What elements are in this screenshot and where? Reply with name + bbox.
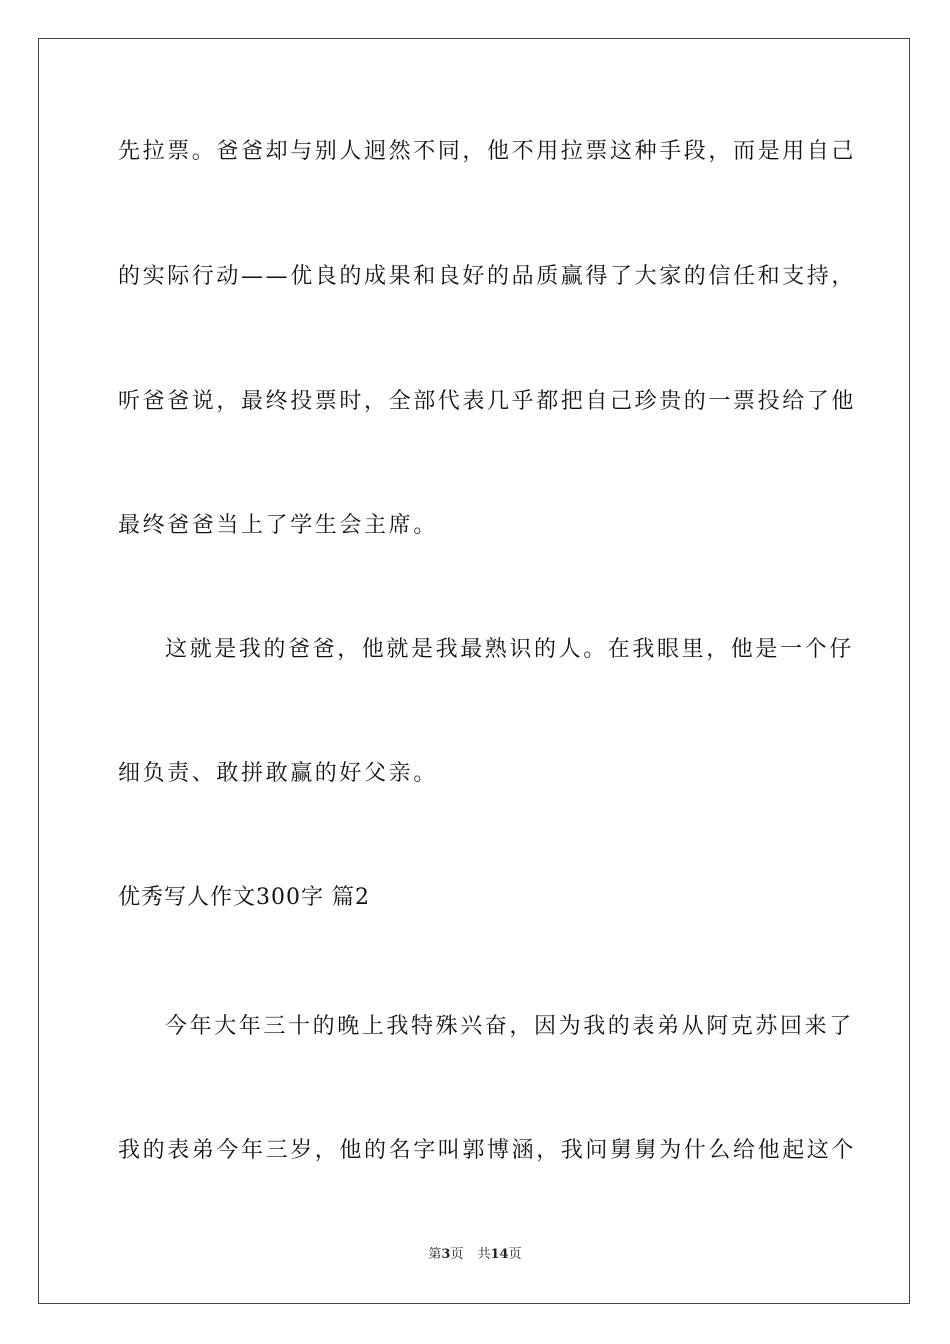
footer-page-suffix: 页 — [450, 1247, 464, 1262]
text-line-4: 最终爸爸当上了学生会主席。 — [118, 513, 438, 538]
footer-total-pages: 14 — [490, 1247, 509, 1262]
text-line-1: 先拉票。爸爸却与别人迥然不同，他不用拉票这种手段，而是用自己 — [118, 139, 857, 164]
text-line-2: 的实际行动——优良的成果和良好的品质赢得了大家的信任和支持， — [118, 264, 857, 289]
text-line-3: 听爸爸说，最终投票时，全部代表几乎都把自己珍贵的一票投给了他 — [118, 389, 857, 414]
text-line-6: 细负责、敢拼敢赢的好父亲。 — [118, 761, 438, 786]
footer-page-number: 3 — [441, 1247, 451, 1262]
text-line-9: 我的表弟今年三岁，他的名字叫郭博涵，我问舅舅为什么给他起这个 — [118, 1138, 857, 1163]
footer-total-suffix: 页 — [508, 1247, 522, 1262]
page-frame — [38, 38, 910, 1304]
footer-page-prefix: 第 — [428, 1247, 442, 1262]
page-footer — [0, 1246, 950, 1264]
text-line-5: 这就是我的爸爸，他就是我最熟识的人。在我眼里，他是一个仔 — [165, 637, 854, 662]
section-heading: 优秀写人作文300字 篇2 — [118, 885, 370, 910]
text-line-8: 今年大年三十的晚上我特殊兴奋，因为我的表弟从阿克苏回来了 — [165, 1014, 854, 1039]
footer-total-prefix: 共 — [477, 1247, 491, 1262]
